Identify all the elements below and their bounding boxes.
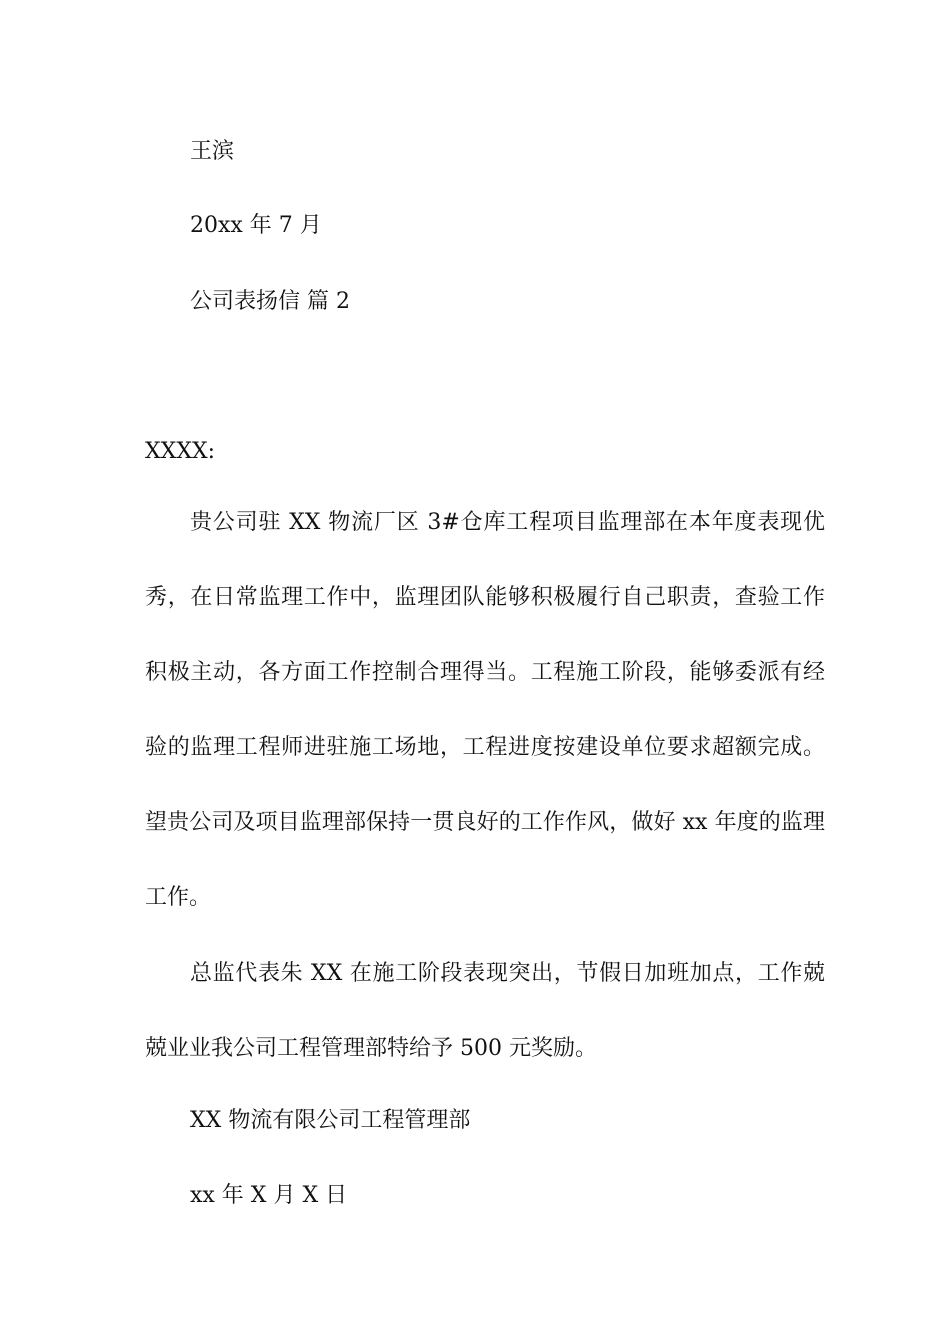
previous-letter-signature: 王滨 [190, 139, 235, 164]
body-paragraph-2: 总监代表朱 XX 在施工阶段表现突出，节假日加班加点，工作兢兢业业我公司工程管理部特给予 500 元奖励。 [145, 961, 825, 1061]
body-paragraph-1: 贵公司驻 XX 物流厂区 3#仓库工程项目监理部在本年度表现优秀，在日常监理工作中，监理团队能够积极履行自己职责，查验工作积极主动，各方面工作控制合理得当。工程施工阶段，能够委派有经验的监理工程师进驻施工场地，工程进度按建设单位要求超额完成。望贵公司及项目监理部保持一贯良好的工作作风，做好 xx 年度的监理工作。 [145, 510, 825, 910]
sender-name: XX 物流有限公司工程管理部 [190, 1108, 471, 1133]
section-title: 公司表扬信 篇 2 [190, 289, 350, 314]
previous-letter-date: 20xx 年 7 月 [190, 213, 322, 238]
letter-date: xx 年 X 月 X 日 [190, 1183, 348, 1208]
salutation: XXXX: [145, 439, 216, 464]
